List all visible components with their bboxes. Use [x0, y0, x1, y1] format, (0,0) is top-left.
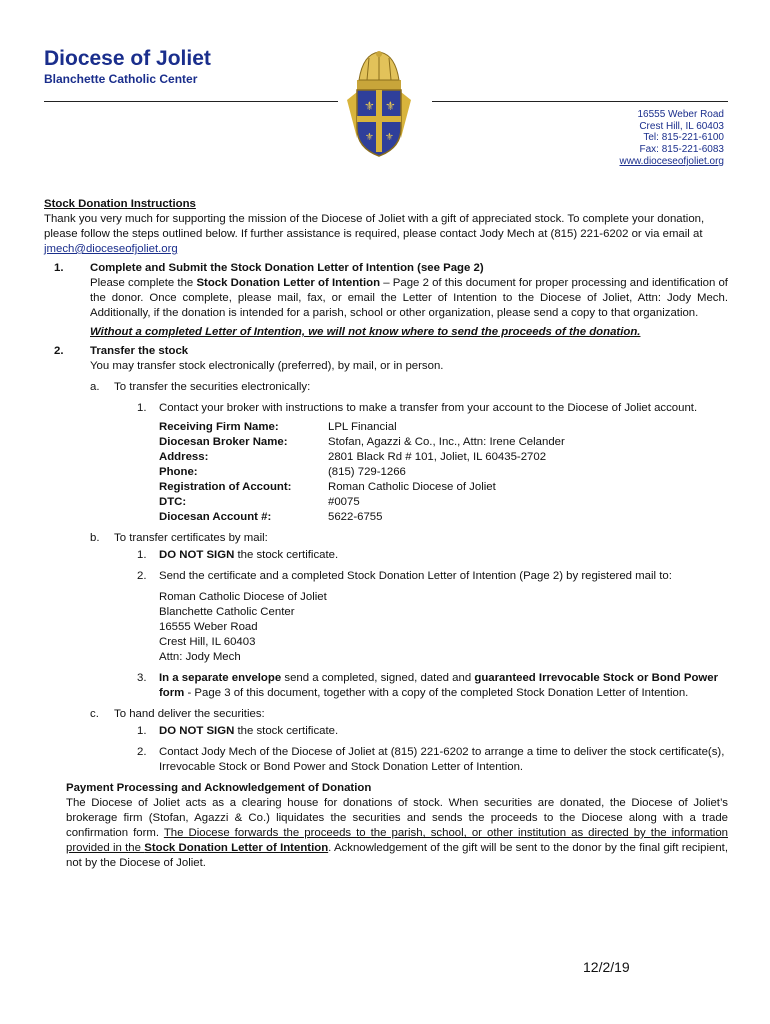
step-2-intro: You may transfer stock electronically (preferred), by mail, or in person. [90, 360, 444, 372]
step-2b-item-1: 1. DO NOT SIGN the stock certificate. [137, 549, 339, 561]
payment-text: The Diocese of Joliet acts as a clearing house for donations of stock. When securities are donated, the Diocese of Joliet’s brokerage firm (Stofan, Agazzi & Co.) liquidates the securities and sends the proceeds to the Diocese along with a trade confirmation form. The Diocese forwards the proceeds to the parish, school, or other institution as directed by the information provided in the Stock Donation Letter of Intention. Acknowledgement of the gift will be sent to the donor by the final gift recipient, not by the Diocese of Joliet. [66, 797, 729, 869]
step-2b: b. To transfer certificates by mail: [90, 532, 268, 544]
address-line: Crest Hill, IL 60403 [639, 120, 724, 132]
svg-text:⚜: ⚜ [365, 132, 374, 143]
step-2a-item-1: 1. Contact your broker with instructions to make a transfer from your account to the Diocese of Joliet account. Receiving Firm Name: LPL Financial Diocesan Broker Name: Stofan, Agazzi & Co., Inc., Attn: Irene Celander Address: 2801 Black Rd # 101, Joliet, IL 60435-2702 Phone: (815) 729-1266 Registration of Account: Roman Catholic Diocese of Joliet DTC: #0075 Diocesan Account #: 5622-6755 [44, 401, 728, 525]
address-line: Tel: 815-221-6100 [643, 132, 724, 144]
document-date: 12/2/19 [583, 959, 630, 975]
step-2b-item-2: 2. Send the certificate and a completed Stock Donation Letter of Intention (Page 2) by registered mail to: Roman Catholic Diocese of Joliet Blanchette Catholic Center 16555 Weber Road Crest Hill, IL 60403 Attn: Jody Mech [44, 569, 728, 665]
step-1-warning: Without a completed Letter of Intention, we will not know where to send the proceeds of the donation. [90, 326, 641, 338]
diocese-title: Diocese of Joliet [44, 47, 211, 70]
section-heading: Stock Donation Instructions [44, 198, 196, 210]
contact-address-block [620, 109, 725, 168]
intro-paragraph: Thank you very much for supporting the mission of the Diocese of Joliet with a gift of appreciated stock. To complete your donation, please follow the steps outlined below. If further assistance is required, please contact Jody Mech at (815) 221-6202 or via email at jmech@dioceseofjoliet.org [44, 213, 705, 255]
step-2c: c. To hand deliver the securities: [90, 708, 265, 720]
step-1-text: Please complete the Stock Donation Letter of Intention – Page 2 of this document for proper processing and identification of the donor. Once complete, please mail, fax, or email the Letter of Intention to the Diocese of Joliet, Attn: Jody Mech. Additionally, if the donation is intended for a parish, school or other organization, please send a copy to that organization. [90, 277, 728, 319]
header-rule-left [44, 101, 338, 102]
svg-text:⚜: ⚜ [364, 99, 375, 113]
step-2c-item-2: 2. Contact Jody Mech of the Diocese of Joliet at (815) 221-6202 to arrange a time to deliver the stock certificate(s), Irrevocable Stock or Bond Power and Stock Donation Letter of Intention. [137, 746, 725, 773]
broker-details-table: Receiving Firm Name: LPL Financial Diocesan Broker Name: Stofan, Agazzi & Co., Inc., Attn: Irene Celander Address: 2801 Black Rd # 101, Joliet, IL 60435-2702 Phone: (815) 729-1266 Registration of Account: Roman Catholic Diocese of Joliet DTC: #0075 Diocesan Account #: 5622-6755 [159, 421, 565, 523]
payment-heading: Payment Processing and Acknowledgement of Donation [66, 782, 372, 794]
step-2b-item-3: 3. In a separate envelope send a completed, signed, dated and guaranteed Irrevocable Stock or Bond Power form - Page 3 of this document, together with a copy of the completed Stock Donation Letter of Intention. [137, 672, 719, 699]
step-1: 1. Complete and Submit the Stock Donation Letter of Intention (see Page 2) Please complete the Stock Donation Letter of Intention – Page 2 of this document for proper processing and identification of the donor. Once complete, please mail, fax, or email the Letter of Intention to the Diocese of Joliet, Attn: Jody Mech. Additionally, if the donation is intended for a parish, school or other organization, please send a copy to that organization. Without a completed Letter of Intention, we will not know where to send the proceeds of the donation. [54, 262, 728, 338]
step-1-heading: Complete and Submit the Stock Donation Letter of Intention (see Page 2) [90, 262, 484, 274]
email-link[interactable]: jmech@dioceseofjoliet.org [44, 243, 178, 255]
step-2a: a. To transfer the securities electronically: [90, 381, 311, 393]
step-2-heading: Transfer the stock [90, 345, 189, 357]
svg-text:⚜: ⚜ [385, 99, 396, 113]
mailing-address: Roman Catholic Diocese of Joliet Blanchette Catholic Center 16555 Weber Road Crest Hill, IL 60403 Attn: Jody Mech [159, 591, 327, 663]
instructions-body [44, 197, 728, 871]
svg-text:⚜: ⚜ [385, 132, 394, 143]
address-line: 16555 Weber Road [637, 109, 724, 120]
step-2c-item-1: 1. DO NOT SIGN the stock certificate. [137, 725, 339, 737]
website-link[interactable]: www.dioceseofjoliet.org [619, 155, 724, 167]
diocese-crest-emblem [343, 50, 415, 158]
center-subtitle: Blanchette Catholic Center [44, 72, 198, 86]
payment-section [44, 781, 728, 871]
address-line: Fax: 815-221-6083 [639, 144, 724, 156]
step-2: 2. Transfer the stock You may transfer stock electronically (preferred), by mail, or in person. [44, 344, 728, 374]
header-rule-right [432, 101, 728, 102]
